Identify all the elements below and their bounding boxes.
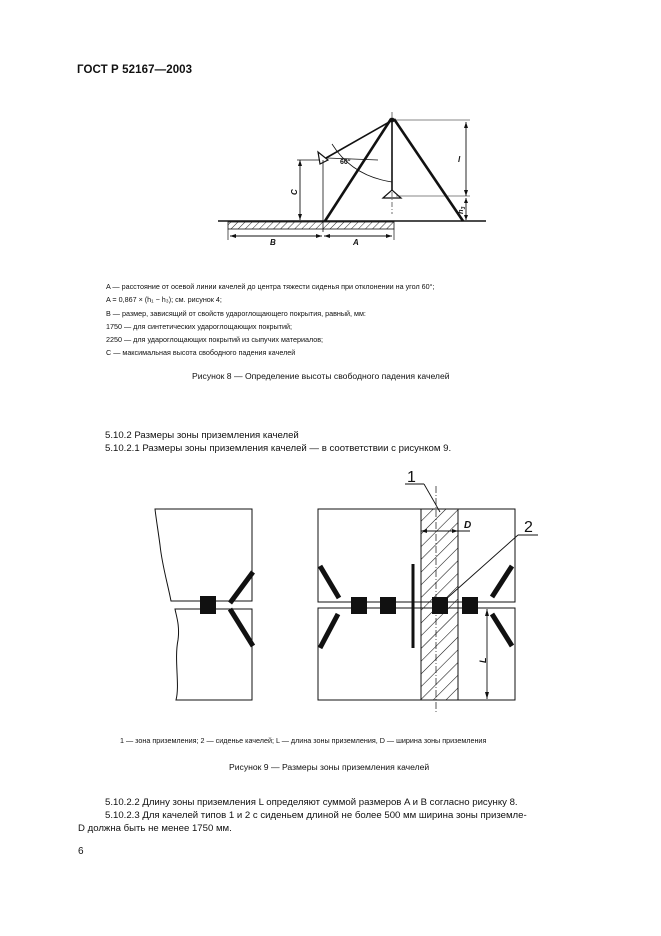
figure-8-legend-b: B — размер, зависящий от свойств удароглощающего покрытия, равный, мм:: [106, 309, 366, 318]
swing-seat: [432, 597, 448, 605]
svg-text:h3: [456, 206, 467, 214]
figure-8-drawing: [0, 0, 661, 260]
dimension-l-label-9: L: [478, 657, 488, 663]
chain-deflected: [326, 121, 391, 158]
dimension-d-label: D: [464, 520, 472, 531]
landing-zone-hatch: [228, 222, 394, 229]
callout-2: 2: [524, 519, 533, 536]
dimension-l-label: l: [458, 155, 461, 164]
right-frame-bottom: [318, 608, 515, 700]
frame-leg-right: [394, 119, 463, 221]
paragraph-5-10-2-3-cont: D должна быть не менее 1750 мм.: [78, 823, 232, 834]
figure-9-drawing: [0, 460, 661, 720]
paragraph-5-10-2-2: 5.10.2.2 Длину зоны приземления L определяют суммой размеров A и B согласно рисунку 8.: [105, 797, 518, 808]
callout-1: 1: [407, 469, 416, 486]
paragraph-5-10-2-3: 5.10.2.3 Для качелей типов 1 и 2 с сиденьем длиной не более 500 мм ширина зоны приземле-: [105, 810, 527, 821]
angle-label: 60°: [340, 159, 351, 166]
dimension-a-label: A: [353, 238, 359, 247]
figure-8-legend-2250: 2250 — для удароглощающих покрытий из сыпучих материалов;: [106, 335, 324, 344]
dimension-c-label: C: [290, 189, 299, 195]
document-header: ГОСТ Р 52167—2003: [77, 64, 193, 76]
figure-8-legend-1750: 1750 — для синтетических удароглощающих покрытий;: [106, 322, 293, 331]
callout-1-line: [424, 484, 440, 512]
figure-8-legend-a: A — расстояние от осевой линии качелей до центра тяжести сиденья при отклонении на угол 60°;: [106, 282, 435, 291]
dimension-h-sub: 3: [461, 206, 467, 210]
right-frame-top: [318, 509, 515, 602]
figure-8-legend-a-formula: A = 0,867 × (h₁ − h₃); см. рисунок 4;: [106, 295, 222, 304]
figure-8-legend-c: C — максимальная высота свободного падения качелей: [106, 348, 296, 357]
figure-9-legend: 1 — зона приземления; 2 — сиденье качелей; L — длина зоны приземления, D — ширина зоны приземления: [120, 736, 487, 745]
dimension-b-label: B: [270, 238, 276, 247]
section-heading: 5.10.2 Размеры зоны приземления качелей: [105, 430, 299, 441]
dimension-h-label: h: [456, 209, 465, 214]
left-frame-top: [155, 509, 252, 601]
figure-8-caption: Рисунок 8 — Определение высоты свободного падения качелей: [192, 371, 450, 381]
figure-9-caption: Рисунок 9 — Размеры зоны приземления качелей: [229, 762, 430, 772]
paragraph-5-10-2-1: 5.10.2.1 Размеры зоны приземления качелей — в соответствии с рисунком 9.: [105, 443, 452, 454]
page-number: 6: [78, 846, 84, 857]
